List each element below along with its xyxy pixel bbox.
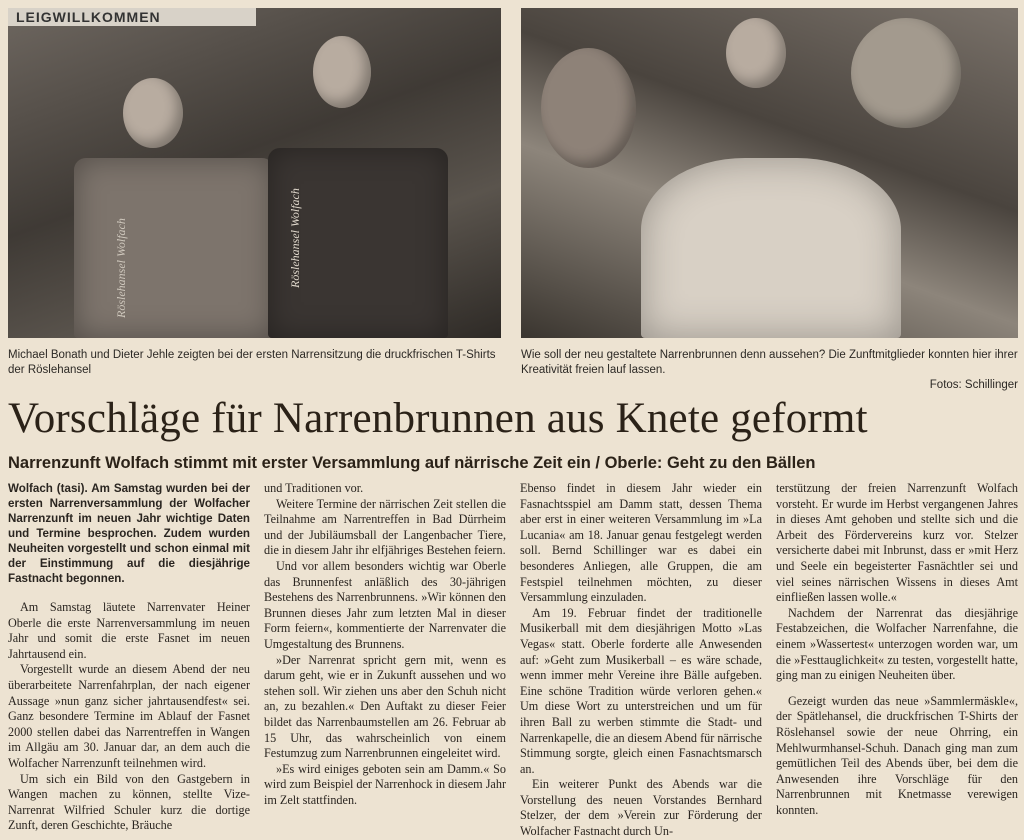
article-paragraph: Und vor allem besonders wichtig war Oberle das Brunnenfest anläßlich des 30-jährigen Bestehens des Narrenbrunnens. »Wir können den Brunnen dieses Jahr zum letzten Mal in dieser Form feiern«, kommentierte der Narrenvater die Umgestaltung des Brunnens. xyxy=(264,558,506,651)
caption-left: Michael Bonath und Dieter Jehle zeigten bei der ersten Narrensitzung die druckfrischen T-Shirts der Röslehansel xyxy=(8,349,496,376)
photo-banner: LEIGWILLKOMMEN xyxy=(8,8,256,26)
article-paragraph: Ein weiterer Punkt des Abends war die Vorstellung des neuen Vorstandes Bernhard Stelzer, der dem »Verein zur Förderung der Wolfacher Fastnacht durch Un- xyxy=(520,777,762,839)
article-paragraph: »Der Narrenrat spricht gern mit, wenn es darum geht, wie er in Zukunft aussehen und wo stehen soll. Wir ziehen uns aber den Schuh nicht an, zu bezahlen.« Den Auftakt zu dieser Feier bildet das Narrenbaumstellen am 26. Februar ab 15 Uhr, das wahrscheinlich von einem Festumzug zum Narrenbrunnen eingeleitet wird. xyxy=(264,652,506,761)
tshirt-grey xyxy=(74,158,274,338)
article-paragraph: Weitere Termine der närrischen Zeit stellen die Teilnahme am Narrentreffen in Bad Dürrheim und der Jubiläumsball der Langenbacher Tiere, die in diesem Jahr ihr elfjähriges Bestehen feiern. xyxy=(264,496,506,558)
article-paragraph: Ebenso findet in diesem Jahr wieder ein Fasnachtsspiel am Damm statt, dessen Thema aber erst in einer weiteren Versammlung im »La Lucania« am 18. Januar genau festgelegt werden soll. Bernd Schillinger war es dabei ein besonderes Anliegen, alle Gruppen, die am Festspiel teilnehmen möchten, zu dieser Versammlung einzuladen. xyxy=(520,481,762,605)
photo-left xyxy=(8,8,501,338)
column-2 xyxy=(264,481,506,816)
article-paragraph: »Es wird einiges geboten sein am Damm.« So wird zum Beispiel der Narrenhock in diesem Jahr im Zelt stattfinden. xyxy=(264,761,506,807)
person-head-back xyxy=(541,48,636,168)
person-head-center xyxy=(726,18,786,88)
article-paragraph: Am Samstag läutete Narrenvater Heiner Oberle die erste Narrenversammlung im neuen Jahr und somit die erste Fasnet im neuen Jahrtausend ein. xyxy=(8,600,250,661)
article-paragraph: Vorgestellt wurde an diesem Abend der neu überarbeitete Narrenfahrplan, der nach eigener Aussage »nun ganz sicher jahrtausendfest« sei. Ganz besondere Termine im Ablauf der Fasnet 2000 stellen dabei das Narrentreffen in Wangen im Allgäu am 30. Januar dar, an dem auch die Wolfacher Narrenzunft teilnehmen wird. xyxy=(8,662,250,770)
photo-credit: Fotos: Schillinger xyxy=(929,379,1018,391)
person-head-right xyxy=(313,36,371,108)
photo-right xyxy=(521,8,1018,338)
article-paragraph: und Traditionen vor. xyxy=(264,481,364,495)
article-paragraph: Gezeigt wurden das neue »Sammlermäskle«, der Spätlehansel, die druckfrischen T-Shirts der Röslehansel sowie der neue Ohrring, ein Mehlwurmhansel-Schuh. Danach ging man zum gemütlichen Teil des Abends über, bei dem die Anwesenden ihre Vorschläge für den Narrenbrunnen mit Knetmasse verewigen konnten. xyxy=(776,693,1018,817)
column-1 xyxy=(8,481,250,833)
article-paragraph: terstützung der freien Narrenzunft Wolfach vorsteht. Er wurde im Herbst vergangenen Jahres in dieses Amt gehoben und stellte sich und die Arbeit des Fördervereins kurz vor. Stelzer versicherte dabei mit Inbrunst, dass er »mit Herz und Seele ein begeisterter Fasnächtler sei und viel seines närrischen Wissens in dieses Amt einfließen lassen wolle.« xyxy=(776,481,1018,605)
caption-right xyxy=(521,348,1018,393)
column-4 xyxy=(776,481,1018,816)
tshirt-grey-print: Röslehansel Wolfach xyxy=(114,218,128,318)
article-lead: Wolfach (tasi). Am Samstag wurden bei der ersten Narrenversammlung der Wolfacher Narrenzunft im neuen Jahr wichtige Daten und Termine besprochen. Zudem wurden Neuheiten vorgestellt und schon einmal mit der Einstimmung auf die diesjährige Fastnacht begonnen. xyxy=(8,482,250,585)
article-headline: Vorschläge für Narrenbrunnen aus Knete geformt xyxy=(8,395,868,442)
table xyxy=(641,158,901,338)
column-3 xyxy=(520,481,762,839)
article-paragraph: Am 19. Februar findet der traditionelle Musikerball mit dem diesjährigen Motto »Las Vegas« statt. Oberle forderte alle Anwesenden auf: »Geht zum Musikerball – es wäre schade, wenn immer mehr Vereine ihre Bälle aufgeben. Eine schöne Tradition würde verloren gehen.« Um diese Wort zu unterstreichen und um für ihren Ball zu werben stimmte die Stadt- und Narrenkapelle, die an diesem Abend für närrische Stimmung sorgte, gleich einen Fasnachtsmarsch an. xyxy=(520,605,762,776)
caption-right-text: Wie soll der neu gestaltete Narrenbrunnen denn aussehen? Die Zunftmitglieder konnten hier ihrer Kreativität freien lauf lassen. xyxy=(521,349,1018,376)
person-head-hat xyxy=(851,18,961,128)
tshirt-dark-print: Röslehansel Wolfach xyxy=(288,188,302,288)
person-head-left xyxy=(123,78,183,148)
article-subheadline: Narrenzunft Wolfach stimmt mit erster Versammlung auf närrische Zeit ein / Oberle: Geht zu den Bällen xyxy=(8,454,816,472)
tshirt-dark xyxy=(268,148,448,338)
article-body xyxy=(8,481,1018,839)
article-paragraph: Um sich ein Bild von den Gastgebern in Wangen machen zu können, stellte Vize-Narrenrat Wilfried Schuler kurz die dortige Zunft, deren Geschichte, Bräuche xyxy=(8,771,250,833)
article-paragraph: Nachdem der Narrenrat das diesjährige Festabzeichen, die Wolfacher Narrenfahne, die einem »Wassertest« unterzogen worden war, um die »Festtauglichkeit« zu testen, vorgestellt hatte, ging man zu einigen Neuheiten über. xyxy=(776,605,1018,683)
